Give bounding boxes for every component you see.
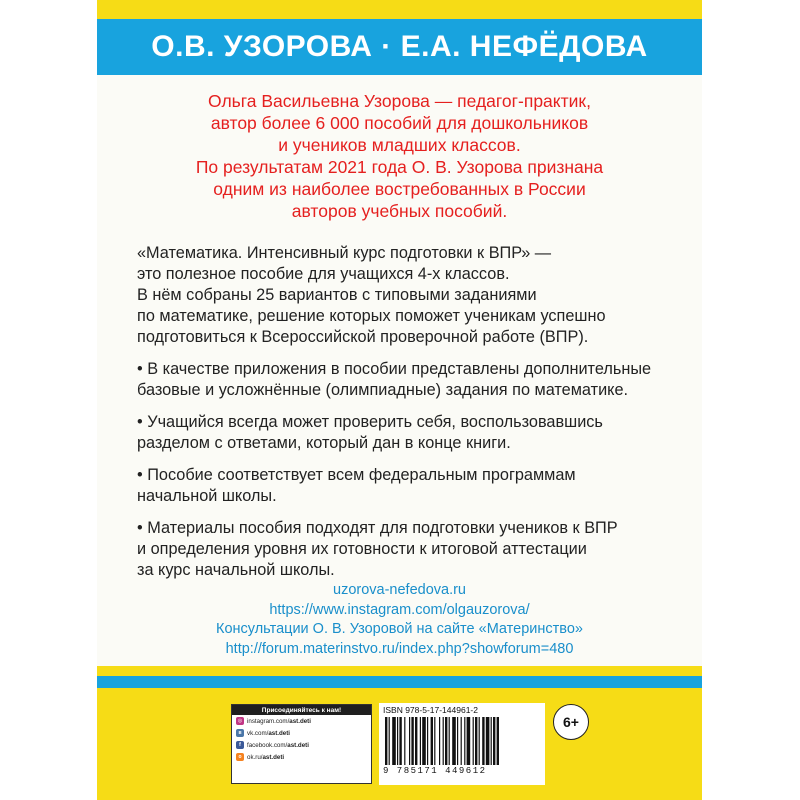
instagram-link[interactable]: https://www.instagram.com/olgauzorova/: [269, 601, 530, 618]
social-heading: Присоединяйтесь к нам!: [232, 705, 371, 715]
description-bullet: [137, 518, 677, 581]
author-bio: [117, 90, 682, 222]
intro-line: «Математика. Интенсивный курс подготовки к ВПР» —: [137, 244, 552, 262]
author-bio-line: одним из наиболее востребованных в России: [213, 179, 586, 199]
isbn-barcode-box: [379, 703, 545, 785]
social-prefix: ok.ru/: [247, 753, 263, 761]
social-handle: ast.deti: [287, 741, 309, 749]
barcode-image: [383, 717, 541, 765]
facebook-icon: f: [236, 741, 244, 749]
author-bio-line: По результатам 2021 года О. В. Узорова признана: [195, 157, 604, 177]
social-prefix: instagram.com/: [247, 717, 290, 725]
intro-line: это полезное пособие для учащихся 4-х классов.: [137, 265, 510, 283]
book-description: [137, 243, 677, 592]
author-bio-line: авторов учебных пособий.: [291, 201, 508, 221]
social-prefix: vk.com/: [247, 729, 269, 737]
author-bio-line: и учеников младших классов.: [278, 135, 521, 155]
social-handle: ast.deti: [262, 753, 285, 761]
bullet-line: начальной школы.: [137, 487, 277, 505]
bottom-blue-band: [97, 676, 702, 688]
social-prefix: facebook.com/: [247, 741, 288, 749]
isbn-label: ISBN 978-5-17-144961-2: [383, 705, 478, 715]
social-row-facebook[interactable]: [232, 739, 371, 751]
author-bio-line: Ольга Васильевна Узорова — педагог-практик,: [208, 91, 591, 111]
intro-line: В нём собраны 25 вариантов с типовыми заданиями: [137, 286, 537, 304]
bullet-line: и определения уровня их готовности к итоговой аттестации: [137, 540, 587, 558]
author-bio-line: автор более 6 000 пособий для дошкольников: [210, 113, 589, 133]
vk-icon: в: [236, 729, 244, 737]
top-yellow-stripe: [97, 0, 702, 19]
bullet-line: базовые и усложнённые (олимпиадные) задания по математике.: [137, 381, 629, 399]
odnoklassniki-icon: о: [236, 753, 244, 761]
bullet-line: разделом с ответами, который дан в конце книги.: [137, 434, 511, 452]
consultation-note: Консультации О. В. Узоровой на сайте «Материнство»: [216, 621, 583, 637]
book-back-cover: [97, 0, 702, 800]
barcode-digits: 9 785171 449612: [383, 766, 487, 776]
intro-line: по математике, решение которых поможет ученикам успешно: [137, 307, 606, 325]
social-handle: ast.deti: [289, 717, 311, 725]
web-links: [117, 581, 682, 659]
bullet-line: за курс начальной школы.: [137, 561, 335, 579]
bullet-line: • В качестве приложения в пособии представлены дополнительные: [137, 360, 652, 378]
social-row-odnoklassniki[interactable]: [232, 751, 371, 763]
authors-banner: [97, 19, 702, 75]
age-rating-badge: 6+: [553, 704, 589, 740]
bullet-line: • Учащийся всегда может проверить себя, воспользовавшись: [137, 413, 603, 431]
forum-link[interactable]: http://forum.materinstvo.ru/index.php?showforum=480: [225, 640, 574, 657]
social-media-box: [231, 704, 372, 784]
authors-title: О.В. УЗОРОВА · Е.А. НЕФЁДОВА: [151, 30, 648, 63]
bullet-line: • Пособие соответствует всем федеральным программам: [137, 466, 576, 484]
social-row-vk[interactable]: [232, 727, 371, 739]
website-link[interactable]: uzorova-nefedova.ru: [333, 582, 466, 598]
description-bullet: [137, 465, 677, 507]
social-row-instagram[interactable]: [232, 715, 371, 727]
description-bullet: [137, 359, 677, 401]
description-intro: [137, 243, 677, 348]
description-bullet: [137, 412, 677, 454]
social-handle: ast.deti: [268, 729, 290, 737]
intro-line: подготовиться к Всероссийской проверочной работе (ВПР).: [137, 328, 589, 346]
bullet-line: • Материалы пособия подходят для подготовки учеников к ВПР: [137, 519, 618, 537]
instagram-icon: ◎: [237, 718, 243, 724]
